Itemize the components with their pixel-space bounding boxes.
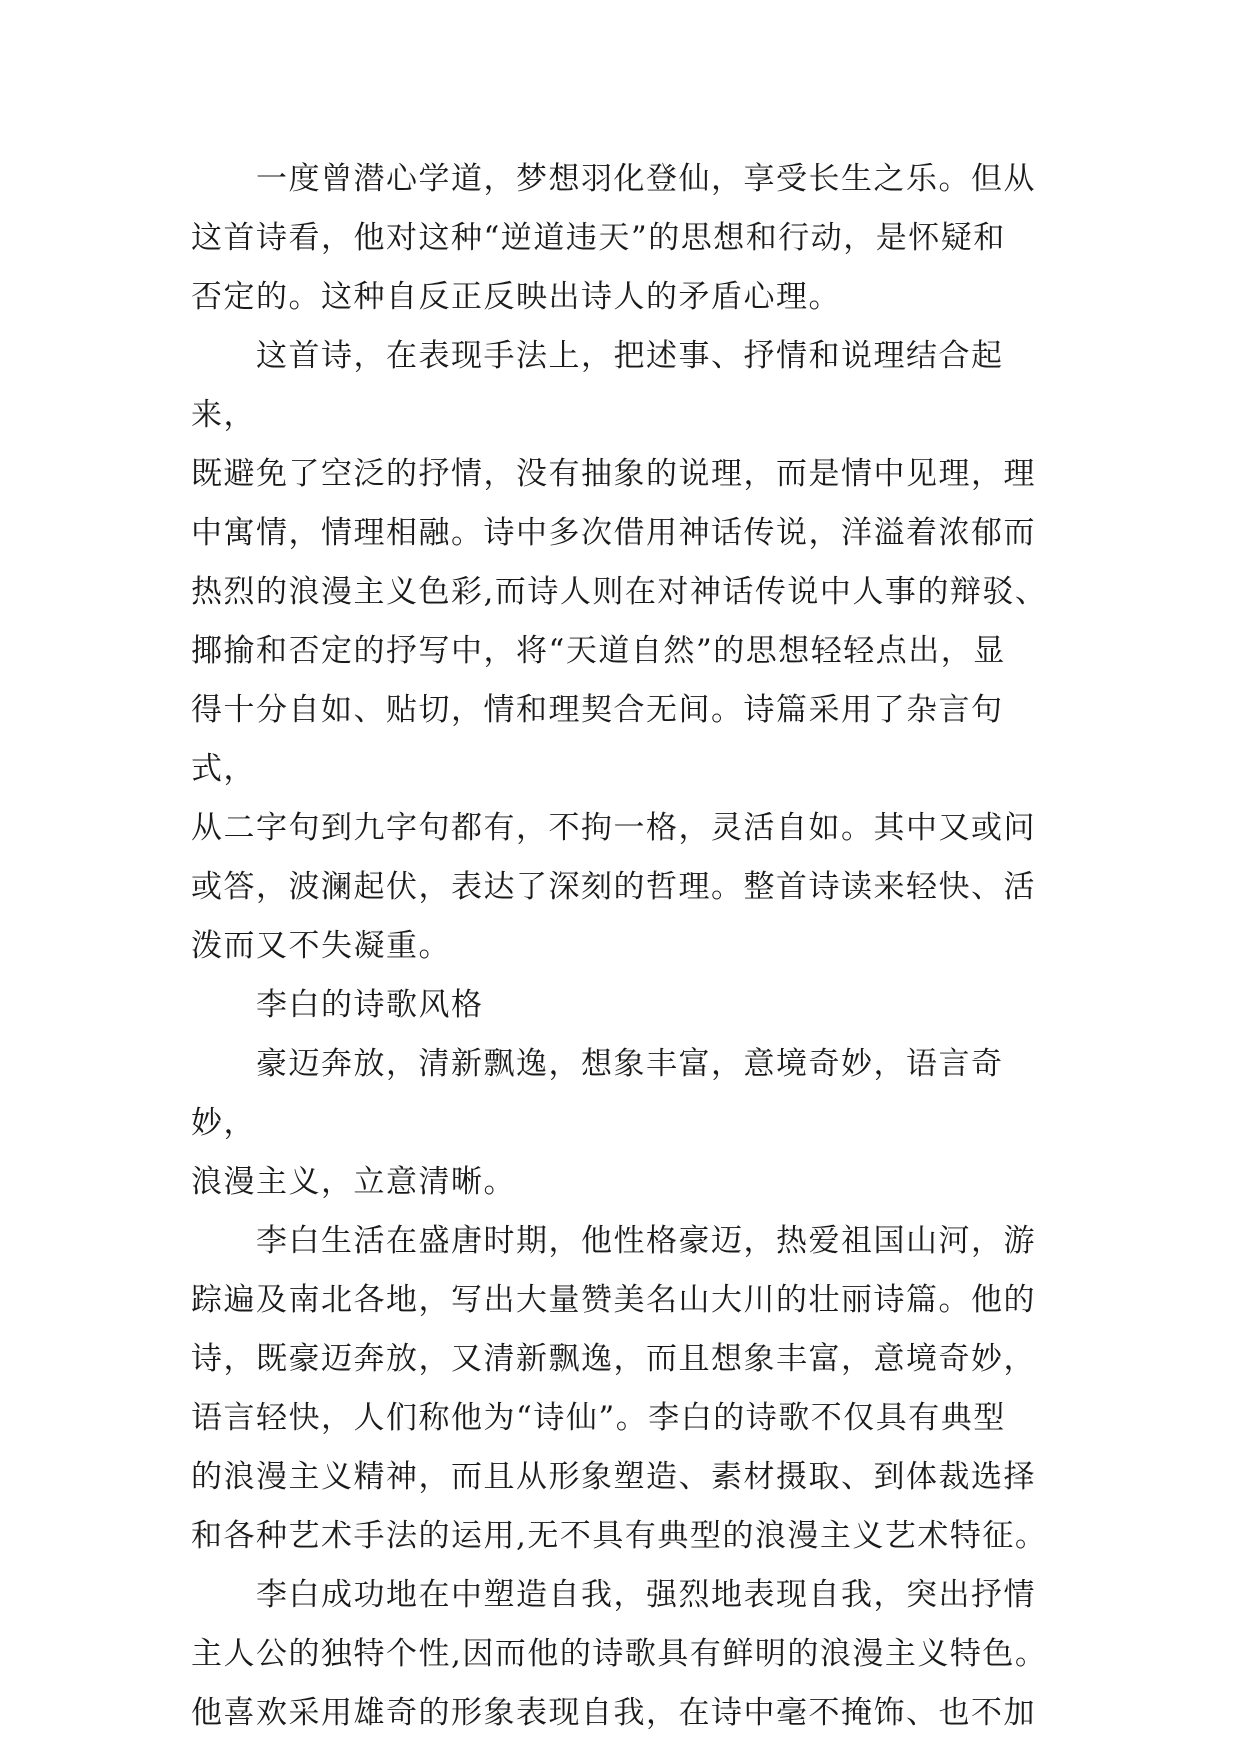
paragraph-li-bai-life: 李白生活在盛唐时期，他性格豪迈，热爱祖国山河，游 踪遍及南北各地，写出大量赞美名山大川的壮丽诗篇。他的 诗，既豪迈奔放，又清新飘逸，而且想象丰富，意境奇妙， 语言轻快，人们称他为“诗仙”。李白的诗歌不仅具有典型 的浪漫主义精神，而且从形象塑造、素材摄取、到体裁选择 和各种艺术手法的运用,无不具有典型的浪漫主义艺术特征。 <box>191 1223 1048 1554</box>
paragraph-doubt-of-immortality: 一度曾潜心学道，梦想羽化登仙，享受长生之乐。但从 这首诗看，他对这种“逆道违天”的思想和行动，是怀疑和 否定的。这种自反正反映出诗人的矛盾心理。 <box>191 161 1036 315</box>
section-heading-poetry-style: 李白的诗歌风格 <box>191 987 484 1023</box>
document-body <box>191 150 1051 1743</box>
paragraph-style-keywords: 豪迈奔放，清新飘逸，想象丰富，意境奇妙，语言奇妙， 浪漫主义，立意清晰。 <box>191 1046 1004 1200</box>
paragraph-self-expression: 李白成功地在中塑造自我，强烈地表现自我，突出抒情 主人公的独特个性,因而他的诗歌具有鲜明的浪漫主义特色。 他喜欢采用雄奇的形象表现自我，在诗中毫不掩饰、也不加 <box>191 1577 1048 1731</box>
paragraph-technique: 这首诗，在表现手法上，把述事、抒情和说理结合起来， 既避免了空泛的抒情，没有抽象的说理，而是情中见理，理 中寓情，情理相融。诗中多次借用神话传说，洋溢着浓郁而 热烈的浪漫主义色彩,而诗人则在对神话传说中人事的辩驳、 揶揄和否定的抒写中，将“天道自然”的思想轻轻点出，显 得十分自如、贴切，情和理契合无间。诗篇采用了杂言句式， 从二字句到九字句都有，不拘一格，灵活自如。其中又或问 或答，波澜起伏，表达了深刻的哲理。整首诗读来轻快、活 泼而又不失凝重。 <box>191 338 1048 964</box>
